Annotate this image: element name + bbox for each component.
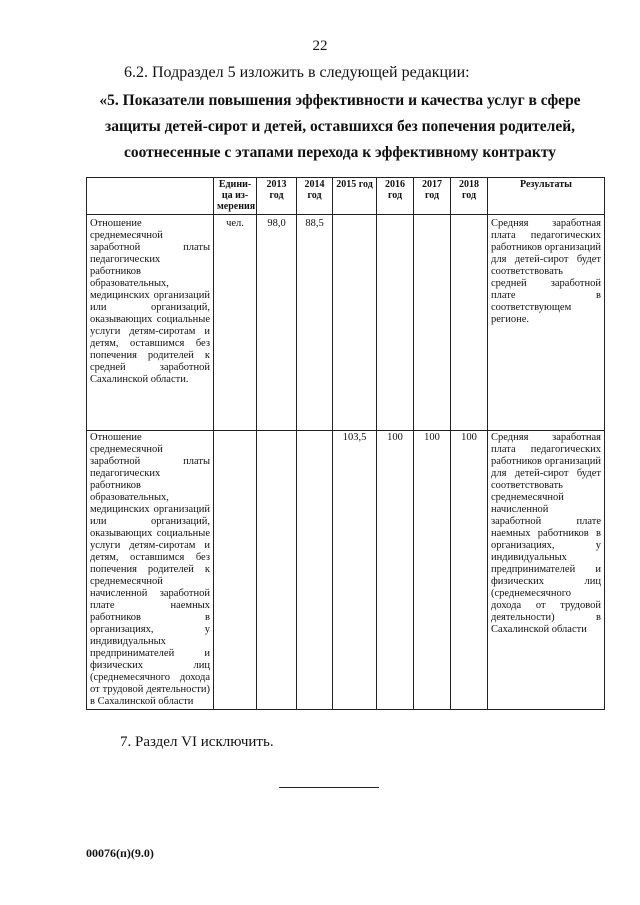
header-2018: 2018 год bbox=[451, 178, 488, 215]
page-number: 22 bbox=[312, 38, 328, 54]
header-2014: 2014 год bbox=[297, 178, 333, 215]
value-2017-cell: 100 bbox=[414, 431, 451, 710]
header-results: Результаты bbox=[488, 178, 605, 215]
value-2018-cell bbox=[451, 215, 488, 431]
value-2015-cell: 103,5 bbox=[333, 431, 377, 710]
value-2014-cell bbox=[297, 431, 333, 710]
header-unit: Едини-ца из-мерения bbox=[214, 178, 257, 215]
indicator-cell: Отношение среднемесячной заработной платы педагогических работников образовательных, медицинских организаций или организаций, оказывающих социальные услуги детям-сиротам и детям, оставшимся без попечения родителей к средней заработной Сахалинской области. bbox=[87, 215, 214, 431]
unit-cell: чел. bbox=[214, 215, 257, 431]
value-2016-cell bbox=[377, 215, 414, 431]
value-2014-cell: 88,5 bbox=[297, 215, 333, 431]
table-row bbox=[87, 215, 605, 431]
table-header-row bbox=[87, 178, 605, 215]
item-7-paragraph: 7. Раздел VI исключить. bbox=[120, 734, 274, 750]
value-2013-cell: 98,0 bbox=[257, 215, 297, 431]
indicators-table bbox=[86, 177, 605, 710]
value-2018-cell: 100 bbox=[451, 431, 488, 710]
result-cell: Средняя заработная плата педагогических работников организаций для детей-сирот будет соответствовать средней заработной плате в соответствующем регионе. bbox=[488, 215, 605, 431]
unit-cell bbox=[214, 431, 257, 710]
section-heading-line-2: защиты детей-сирот и детей, оставшихся без попечения родителей, bbox=[104, 118, 576, 135]
header-2017: 2017 год bbox=[414, 178, 451, 215]
value-2017-cell bbox=[414, 215, 451, 431]
value-2013-cell bbox=[257, 431, 297, 710]
header-indicator bbox=[87, 178, 214, 215]
header-2015: 2015 год bbox=[333, 178, 377, 215]
section-heading-line-3: соотнесенные с этапами перехода к эффективному контракту bbox=[123, 144, 557, 161]
document-code: 00076(п)(9.0) bbox=[86, 846, 154, 860]
value-2016-cell: 100 bbox=[377, 431, 414, 710]
intro-paragraph: 6.2. Подраздел 5 изложить в следующей редакции: bbox=[124, 64, 470, 81]
table-row bbox=[87, 431, 605, 710]
indicator-cell: Отношение среднемесячной заработной платы педагогических работников образовательных, медицинских организаций или организаций, оказывающих социальные услуги детям-сиротам и детям, оставшимся без попечения родителей к среднемесячной начисленной заработной плате наемных работников в организациях, у индивидуальных предпринимателей и физических лиц (среднемесячного дохода от трудовой деятельности) в Сахалинской области bbox=[87, 431, 214, 710]
result-cell: Средняя заработная плата педагогических работников организаций для детей-сирот будет соответствовать среднемесячной начисленной заработной плате наемных работников в организациях, у индивидуальных предпринимателей и физических лиц (среднемесячного дохода от трудовой деятельности) в Сахалинской области bbox=[488, 431, 605, 710]
header-2013: 2013 год bbox=[257, 178, 297, 215]
section-heading-line-1: «5. Показатели повышения эффективности и качества услуг в сфере bbox=[99, 92, 581, 109]
header-2016: 2016 год bbox=[377, 178, 414, 215]
divider-line bbox=[279, 787, 379, 788]
value-2015-cell bbox=[333, 215, 377, 431]
